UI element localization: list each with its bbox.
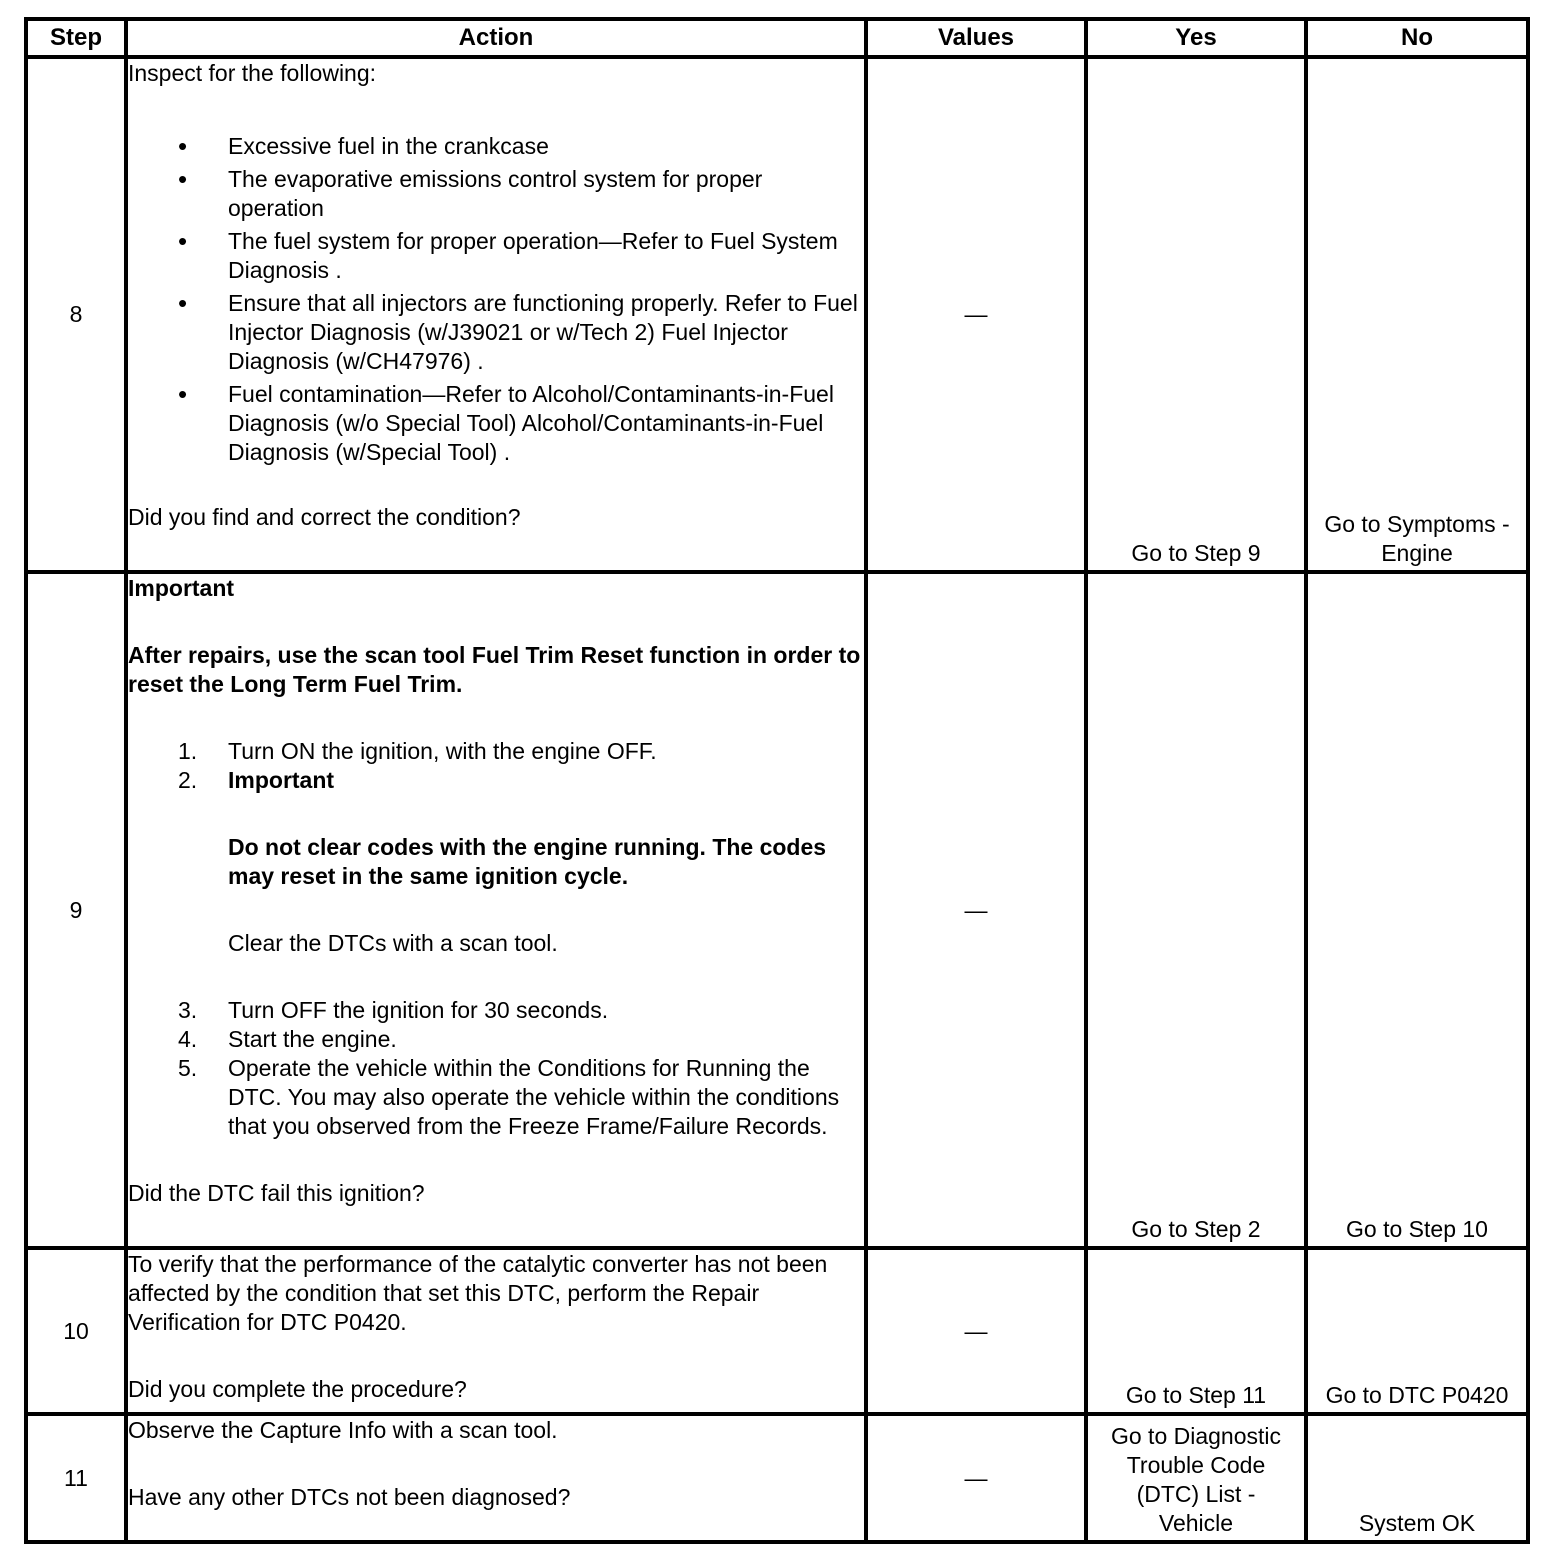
value-cell: — (866, 1248, 1086, 1414)
item-text: Clear the DTCs with a scan tool. (228, 930, 558, 956)
list-item (128, 1025, 864, 1054)
header-values: Values (866, 19, 1086, 57)
list-item (128, 766, 864, 958)
step-number: 11 (26, 1414, 126, 1542)
list-item (128, 1054, 864, 1141)
list-item: • Fuel contamination—Refer to Alcohol/Contaminants-in-Fuel Diagnosis (w/o Special Tool) Alcohol/Contaminants-in-Fuel Diagnosis (w/Special Tool) . (128, 380, 864, 467)
list-item (128, 737, 864, 766)
step-list (128, 737, 864, 1141)
action-intro: Inspect for the following: (128, 60, 377, 86)
value-cell: — (866, 1414, 1086, 1542)
action-cell (126, 1248, 866, 1414)
item-number: 3. (178, 997, 198, 1023)
action-question: Did the DTC fail this ignition? (128, 1180, 425, 1206)
header-row (26, 19, 1528, 57)
item-number: 1. (178, 738, 198, 764)
list-item (128, 996, 864, 1025)
list-item: • The evaporative emissions control system for proper operation (128, 165, 864, 223)
value-cell: — (866, 572, 1086, 1248)
header-yes: Yes (1086, 19, 1306, 57)
action-cell (126, 572, 866, 1248)
header-no: No (1306, 19, 1528, 57)
list-item: • The fuel system for proper operation—Refer to Fuel System Diagnosis . (128, 227, 864, 285)
item-important-text: Do not clear codes with the engine running. The codes may reset in the same ignition cycle. (228, 834, 827, 889)
step-number: 10 (26, 1248, 126, 1414)
item-text: Turn ON the ignition, with the engine OFF. (228, 738, 657, 764)
item-number: 2. (178, 767, 198, 793)
list-item: • Ensure that all injectors are functioning properly. Refer to Fuel Injector Diagnosis (w/J39021 or w/Tech 2) Fuel Injector Diagnosis (w/CH47976) . (128, 289, 864, 376)
yes-cell: Go to Step 11 (1086, 1248, 1306, 1414)
item-number: 5. (178, 1055, 198, 1081)
action-question: Did you find and correct the condition? (128, 504, 521, 530)
no-cell: Go to DTC P0420 (1306, 1248, 1528, 1414)
item-text: Turn OFF the ignition for 30 seconds. (228, 997, 609, 1023)
no-cell: System OK (1306, 1414, 1528, 1542)
table-row-step-9 (26, 572, 1528, 1248)
important-text: After repairs, use the scan tool Fuel Trim Reset function in order to reset the Long Term Fuel Trim. (128, 642, 861, 697)
header-step: Step (26, 19, 126, 57)
value-cell: — (866, 57, 1086, 572)
action-cell (126, 57, 866, 572)
step-number: 9 (26, 572, 126, 1248)
table-row-step-8 (26, 57, 1528, 572)
step-number: 8 (26, 57, 126, 572)
item-important-title: Important (228, 767, 335, 793)
item-number: 4. (178, 1026, 198, 1052)
no-cell: Go to Symptoms - Engine (1306, 57, 1528, 572)
no-cell: Go to Step 10 (1306, 572, 1528, 1248)
list-item: • Excessive fuel in the crankcase (128, 132, 864, 161)
table-row-step-10 (26, 1248, 1528, 1414)
header-action: Action (126, 19, 866, 57)
diagnostic-table (24, 17, 1530, 1544)
important-title: Important (128, 575, 235, 601)
bullet-list (128, 132, 864, 467)
action-text: To verify that the performance of the catalytic converter has not been affected by the condition that set this DTC, perform the Repair Verification for DTC P0420. (128, 1251, 828, 1335)
item-text: Operate the vehicle within the Conditions for Running the DTC. You may also operate the vehicle within the conditions that you observed from the Freeze Frame/Failure Records. (228, 1055, 840, 1139)
action-text: Observe the Capture Info with a scan tool. (128, 1417, 558, 1443)
yes-cell: Go to Diagnostic Trouble Code (DTC) List - Vehicle (1086, 1414, 1306, 1542)
yes-cell: Go to Step 9 (1086, 57, 1306, 572)
item-text: Start the engine. (228, 1026, 397, 1052)
action-question: Have any other DTCs not been diagnosed? (128, 1484, 571, 1510)
action-question: Did you complete the procedure? (128, 1376, 467, 1402)
table-row-step-11 (26, 1414, 1528, 1542)
action-cell (126, 1414, 866, 1542)
yes-cell: Go to Step 2 (1086, 572, 1306, 1248)
